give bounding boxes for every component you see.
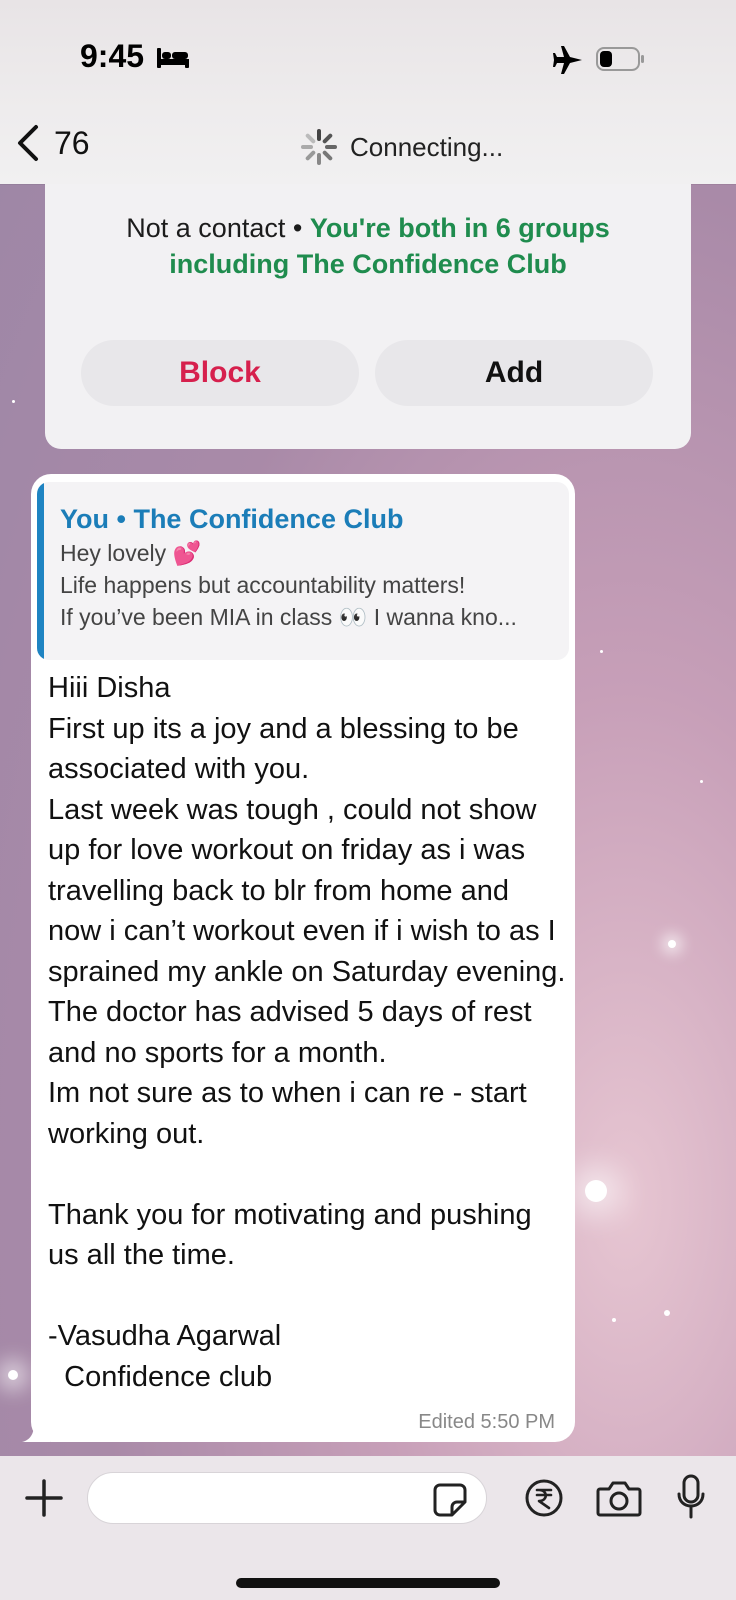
chevron-left-icon	[14, 123, 40, 163]
add-contact-button[interactable]: Add	[375, 340, 653, 406]
quote-accent-bar	[37, 482, 44, 660]
battery-icon	[596, 46, 646, 72]
message-input[interactable]	[87, 1472, 487, 1524]
background-sparkle	[600, 650, 603, 653]
plus-icon[interactable]	[24, 1478, 64, 1518]
quote-line: Life happens but accountability matters!	[60, 572, 466, 598]
home-indicator	[236, 1578, 500, 1588]
background-sparkle	[585, 1180, 607, 1202]
not-a-contact-label: Not a contact •	[126, 213, 310, 243]
airplane-icon	[552, 44, 584, 76]
quoted-message[interactable]	[37, 482, 569, 660]
background-sparkle	[668, 940, 676, 948]
common-groups-link[interactable]: You're both in 6 groups including The Confidence Club	[169, 213, 610, 279]
bed-icon	[156, 46, 190, 70]
background-sparkle	[700, 780, 703, 783]
back-button[interactable]	[14, 118, 90, 168]
connection-status-text: Connecting...	[350, 131, 504, 162]
message-timestamp: Edited 5:50 PM	[418, 1411, 555, 1433]
background-sparkle	[8, 1370, 18, 1380]
message-text: Hiii Disha First up its a joy and a blessing to be associated with you. Last week was tough , could not show up for love workout on friday as i was travelling back to blr from home and now i can’t workout even if i wish to as I sprained my ankle on Saturday evening. The doctor has advised 5 days of rest and no sports for a month. Im not sure as to when i can re - start working out. Thank you for motivating and pushing us all the time. -Vasudha Agarwal Confidence club	[48, 672, 566, 1393]
background-sparkle	[12, 400, 15, 403]
contact-info	[65, 210, 671, 282]
quote-line: If you’ve been MIA in class 👀 I wanna kno...	[60, 604, 517, 630]
unread-count: 76	[54, 124, 90, 161]
connection-status	[300, 128, 503, 166]
message-bubble[interactable]	[31, 474, 575, 1442]
camera-icon[interactable]	[596, 1478, 642, 1518]
rupee-icon[interactable]	[524, 1478, 564, 1518]
background-sparkle	[612, 1318, 616, 1322]
quote-line: Hey lovely 💕	[60, 540, 202, 566]
top-bar	[0, 0, 736, 184]
quote-author: You • The Confidence Club	[60, 504, 404, 534]
sticker-icon[interactable]	[432, 1482, 468, 1518]
background-sparkle	[664, 1310, 670, 1316]
block-button[interactable]: Block	[81, 340, 359, 406]
microphone-icon[interactable]	[676, 1474, 706, 1520]
contact-card	[45, 184, 691, 449]
spinner-icon	[300, 128, 338, 166]
status-time: 9:45	[80, 38, 145, 74]
